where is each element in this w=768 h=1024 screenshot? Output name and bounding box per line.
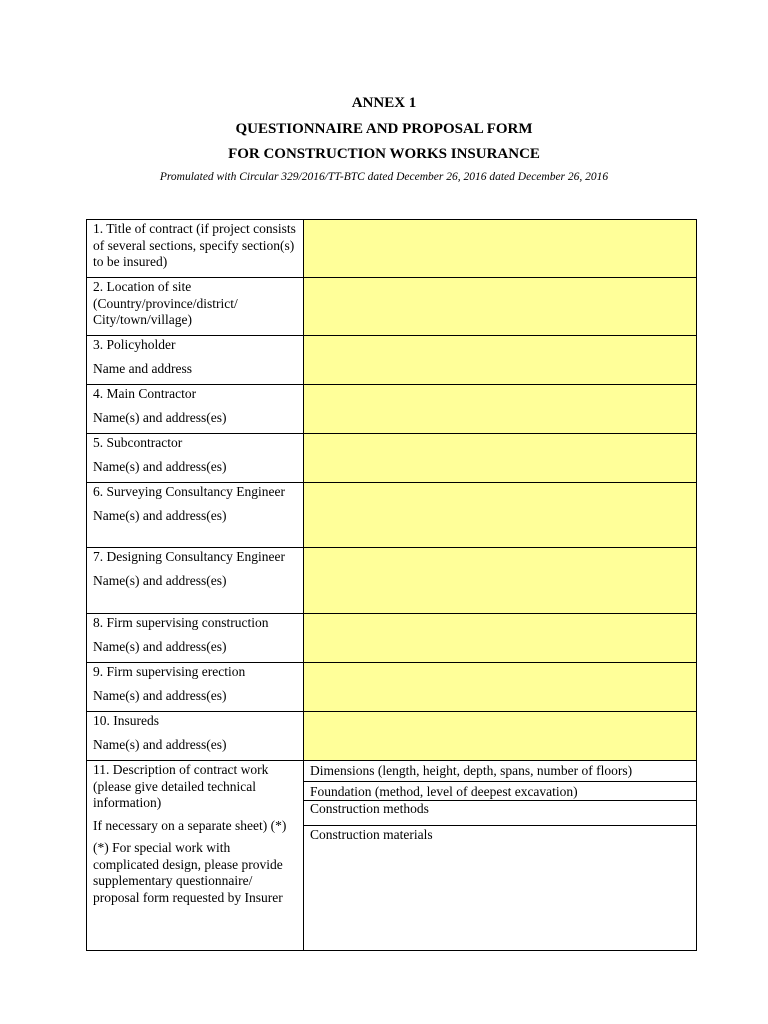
form-row	[87, 434, 697, 483]
contract-work-fields	[304, 761, 696, 949]
foundation-field[interactable]: Foundation (method, level of deepest excavation)	[304, 781, 696, 801]
row-title: 9. Firm supervising erection	[93, 664, 246, 679]
separate-sheet-note: If necessary on a separate sheet) (*)	[93, 817, 287, 833]
row-label	[87, 434, 304, 483]
row-label	[87, 483, 304, 548]
form-row	[87, 220, 697, 278]
form-title-line-2: FOR CONSTRUCTION WORKS INSURANCE	[228, 146, 540, 162]
row-title: 7. Designing Consultancy Engineer	[93, 549, 285, 564]
row-label	[87, 663, 304, 712]
row-title: 11. Description of contract work (please give detailed technical information)	[93, 762, 269, 810]
contract-title-field[interactable]	[304, 220, 697, 278]
row-sub: Name(s) and address(es)	[93, 638, 227, 654]
row-title: 2. Location of site (Country/province/district/ City/town/village)	[93, 279, 238, 327]
row-sub: Name(s) and address(es)	[93, 409, 227, 425]
row-label	[87, 712, 304, 761]
form-row	[87, 663, 697, 712]
form-row	[87, 336, 697, 385]
insureds-field[interactable]	[304, 712, 697, 761]
row-label	[87, 385, 304, 434]
form-row	[87, 548, 697, 614]
form-title-line-1: QUESTIONNAIRE AND PROPOSAL FORM	[235, 121, 533, 137]
form-row	[87, 483, 697, 548]
form-subtitle: Promulated with Circular 329/2016/TT-BTC dated December 26, 2016 dated December 26, 2016	[159, 171, 609, 183]
construction-materials-field[interactable]: Construction materials	[310, 827, 433, 842]
annex-number: ANNEX 1	[351, 95, 417, 111]
special-work-note: (*) For special work with complicated design, please provide supplementary questionnaire/ proposal form requested by Insurer	[93, 840, 283, 905]
erection-supervisor-field[interactable]	[304, 663, 697, 712]
construction-methods-field[interactable]: Construction methods	[304, 801, 696, 826]
row-title: 5. Subcontractor	[93, 435, 183, 450]
form-row	[87, 712, 697, 761]
row-sub: Name(s) and address(es)	[93, 458, 227, 474]
row-title: 8. Firm supervising construction	[93, 615, 269, 630]
row-sub: Name(s) and address(es)	[93, 572, 227, 588]
row-label	[87, 220, 304, 278]
construction-supervisor-field[interactable]	[304, 614, 697, 663]
form-row	[87, 278, 697, 336]
proposal-form-table	[86, 219, 697, 951]
form-row	[87, 385, 697, 434]
designing-engineer-field[interactable]	[304, 548, 697, 614]
row-sub: Name and address	[93, 360, 192, 376]
dimensions-field[interactable]: Dimensions (length, height, depth, spans, number of floors)	[304, 761, 696, 781]
subcontractor-field[interactable]	[304, 434, 697, 483]
row-sub: Name(s) and address(es)	[93, 736, 227, 752]
row-sub: Name(s) and address(es)	[93, 687, 227, 703]
site-location-field[interactable]	[304, 278, 697, 336]
form-row	[87, 761, 697, 951]
row-label	[87, 548, 304, 614]
policyholder-field[interactable]	[304, 336, 697, 385]
row-title: 10. Insureds	[93, 713, 159, 728]
contract-work-details	[304, 761, 697, 951]
form-row	[87, 614, 697, 663]
row-label	[87, 336, 304, 385]
row-title: 3. Policyholder	[93, 337, 176, 352]
row-title: 4. Main Contractor	[93, 386, 197, 401]
surveying-engineer-field[interactable]	[304, 483, 697, 548]
row-label	[87, 761, 304, 951]
row-title: 6. Surveying Consultancy Engineer	[93, 484, 285, 499]
row-label	[87, 278, 304, 336]
row-title: 1. Title of contract (if project consists of several sections, specify section(s) to be insured)	[93, 221, 296, 269]
row-sub: Name(s) and address(es)	[93, 507, 227, 523]
row-label	[87, 614, 304, 663]
main-contractor-field[interactable]	[304, 385, 697, 434]
